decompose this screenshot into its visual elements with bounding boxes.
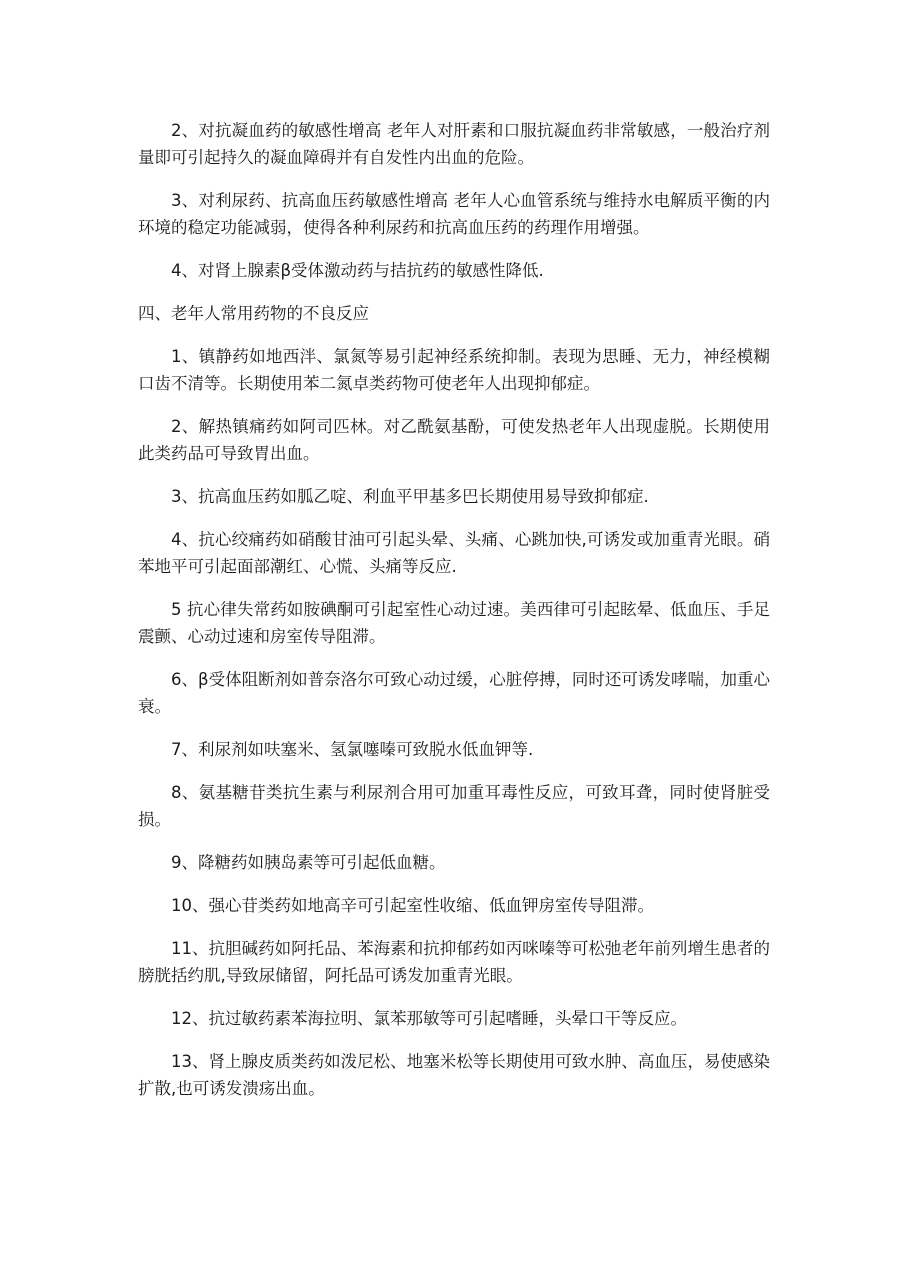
section-heading-adverse-reactions: 四、老年人常用药物的不良反应: [138, 304, 369, 323]
paragraph-beta-receptor-sensitivity: 4、对肾上腺素β受体激动药与拮抗药的敏感性降低.: [171, 261, 544, 280]
paragraph-cardiac-glycosides: 10、强心苷类药如地高辛可引起室性收缩、低血钾房室传导阻滞。: [171, 896, 654, 915]
paragraph-aminoglycosides: 8、氨基糖苷类抗生素与利尿剂合用可加重耳毒性反应，可致耳聋，同时使肾脏受损。: [138, 783, 770, 829]
paragraph-antihypertensives: 3、抗高血压药如胍乙啶、利血平甲基多巴长期使用易导致抑郁症.: [171, 487, 649, 506]
paragraph-hypoglycemics: 9、降糖药如胰岛素等可引起低血糖。: [171, 853, 446, 872]
paragraph-sedatives: 1、镇静药如地西泮、氯氮等易引起神经系统抑制。表现为思睡、无力，神经模糊口齿不清等。长期使用苯二氮卓类药物可使老年人出现抑郁症。: [138, 347, 770, 393]
paragraph-antipyretics: 2、解热镇痛药如阿司匹林。对乙酰氨基酚，可使发热老年人出现虚脱。长期使用此类药品可导致胃出血。: [138, 417, 770, 463]
paragraph-antihistamines: 12、抗过敏药素苯海拉明、氯苯那敏等可引起嗜睡，头晕口干等反应。: [171, 1009, 687, 1028]
paragraph-corticosteroids: 13、肾上腺皮质类药如泼尼松、地塞米松等长期使用可致水肿、高血压，易使感染扩散,也可诱发溃疡出血。: [138, 1052, 770, 1098]
paragraph-antianginal: 4、抗心绞痛药如硝酸甘油可引起头晕、头痛、心跳加快,可诱发或加重青光眼。硝苯地平可引起面部潮红、心慌、头痛等反应.: [138, 530, 770, 576]
paragraph-diuretics: 7、利尿剂如呋塞米、氢氯噻嗪可致脱水低血钾等.: [171, 740, 534, 759]
paragraph-anticholinergics: 11、抗胆碱药如阿托品、苯海素和抗抑郁药如丙咪嗪等可松弛老年前列增生患者的膀胱括约肌,导致尿储留，阿托品可诱发加重青光眼。: [138, 939, 770, 985]
paragraph-antiarrhythmic: 5 抗心律失常药如胺碘酮可引起室性心动过速。美西律可引起眩晕、低血压、手足震颤、心动过速和房室传导阻滞。: [138, 600, 770, 646]
paragraph-diuretic-sensitivity: 3、对利尿药、抗高血压药敏感性增高 老年人心血管系统与维持水电解质平衡的内环境的稳定功能减弱，使得各种利尿药和抗高血压药的药理作用增强。: [138, 191, 770, 237]
paragraph-beta-blockers: 6、β受体阻断剂如普奈洛尔可致心动过缓，心脏停搏，同时还可诱发哮喘，加重心衰。: [138, 670, 770, 716]
document-body: [138, 117, 770, 1118]
paragraph-anticoagulant-sensitivity: 2、对抗凝血药的敏感性增高 老年人对肝素和口服抗凝血药非常敏感，一般治疗剂量即可引起持久的凝血障碍并有自发性内出血的危险。: [138, 121, 770, 167]
